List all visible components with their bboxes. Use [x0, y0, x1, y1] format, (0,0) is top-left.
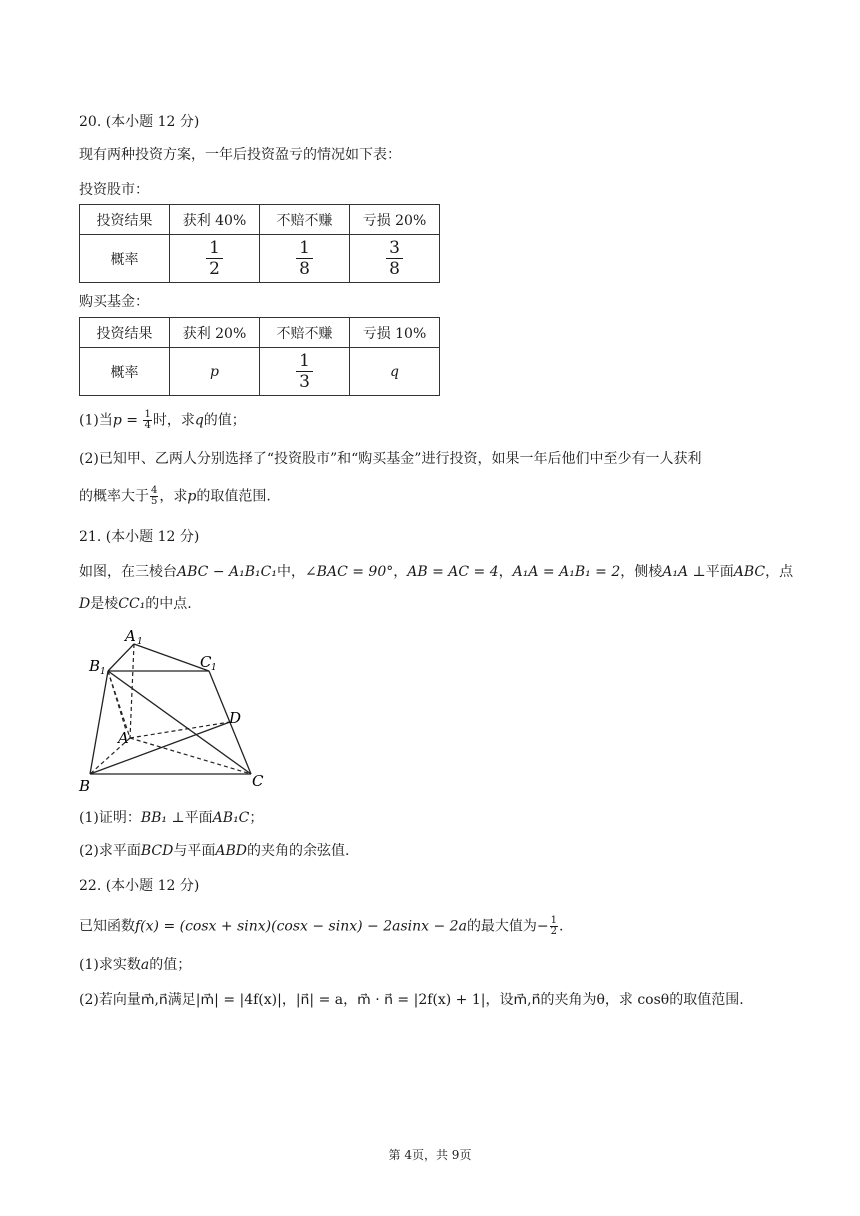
fund-prob-q: q — [350, 348, 440, 396]
label-c1-sub: 1 — [211, 663, 217, 673]
q20-part2-line1: (2)已知甲、乙两人分别选择了“投资股市”和“购买基金”进行投资，如果一年后他们中至少有一人获利 — [79, 451, 702, 467]
stock-table — [79, 204, 440, 283]
q21-line2: D是棱CC₁的中点. — [79, 596, 192, 612]
label-b1-sub: 1 — [100, 667, 106, 677]
label-b1: B — [89, 657, 101, 675]
edge-b1b — [90, 671, 108, 774]
label-b: B — [79, 777, 91, 795]
frustum-figure — [74, 626, 274, 798]
edge-a1a-hidden — [130, 644, 134, 738]
fund-table — [79, 317, 440, 396]
q20-part2-line2: 的概率大于 $\frac{4}{5}$ ，求p的取值范围. — [79, 485, 271, 507]
fund-label: 购买基金： — [79, 294, 149, 310]
fund-header-cell: 亏损 10% — [350, 318, 440, 348]
stock-row-label: 概率 — [80, 235, 170, 283]
stock-prob-cell: $\frac{3}{8}$ — [350, 235, 440, 283]
fund-row-label: 概率 — [80, 348, 170, 396]
stock-prob-cell: $\frac{1}{2}$ — [170, 235, 260, 283]
q21-line1: 如图，在三棱台ABC − A₁B₁C₁中，∠BAC = 90°，AB = AC = 4，A₁A = A₁B₁ = 2，侧棱A₁A ⊥平面ABC，点 — [79, 564, 794, 580]
fund-prob-p: p — [170, 348, 260, 396]
label-d: D — [229, 709, 242, 727]
q22-header: 22. (本小题 12 分) — [79, 878, 200, 894]
edge-bd — [90, 722, 230, 774]
edge-a1c1 — [134, 644, 209, 671]
label-c: C — [252, 772, 264, 790]
fund-header-cell: 不赔不赚 — [260, 318, 350, 348]
label-c1: C — [200, 653, 212, 671]
fund-prob-mid: $\frac{1}{3}$ — [260, 348, 350, 396]
edge-a1b1 — [108, 644, 134, 671]
q21-header: 21. (本小题 12 分) — [79, 529, 200, 545]
edge-b1-mid-hidden — [108, 671, 126, 730]
q22-part1: (1)求实数a的值； — [79, 957, 192, 973]
q20-intro: 现有两种投资方案，一年后投资盈亏的情况如下表： — [79, 147, 401, 163]
stock-header-cell: 获利 40% — [170, 205, 260, 235]
stock-label: 投资股市： — [79, 182, 149, 198]
stock-header-cell: 不赔不赚 — [260, 205, 350, 235]
fund-header-cell: 获利 20% — [170, 318, 260, 348]
page-footer: 第 4页，共 9页 — [388, 1148, 472, 1162]
stock-header-cell: 投资结果 — [80, 205, 170, 235]
edge-ac-hidden — [130, 738, 251, 774]
edge-ad-hidden — [130, 722, 230, 738]
fund-header-cell: 投资结果 — [80, 318, 170, 348]
stock-prob-cell: $\frac{1}{8}$ — [260, 235, 350, 283]
label-a1-sub: 1 — [137, 637, 143, 647]
q21-part2: (2)求平面BCD与平面ABD的夹角的余弦值. — [79, 843, 350, 859]
label-a: A — [118, 729, 129, 747]
q20-part1: (1)当p = $\frac{1}{4}$ 时，求q的值； — [79, 409, 246, 431]
q22-part2: (2)若向量m⃗,n⃗满足|m⃗| = |4f(x)|，|n⃗| = a，m⃗ · n⃗ = |2f(x) + 1|，设m⃗,n⃗的夹角为θ，求 cosθ的取值范围. — [79, 992, 744, 1008]
stock-header-cell: 亏损 20% — [350, 205, 440, 235]
q20-header: 20. (本小题 12 分) — [79, 114, 200, 130]
label-a1: A — [125, 627, 136, 645]
q22-line1: 已知函数f(x) = (cosx + sinx)(cosx − sinx) − 2asinx − 2a的最大值为− $\frac{1}{2}$ . — [79, 915, 564, 937]
q21-part1: (1)证明：BB₁ ⊥平面AB₁C； — [79, 810, 264, 826]
